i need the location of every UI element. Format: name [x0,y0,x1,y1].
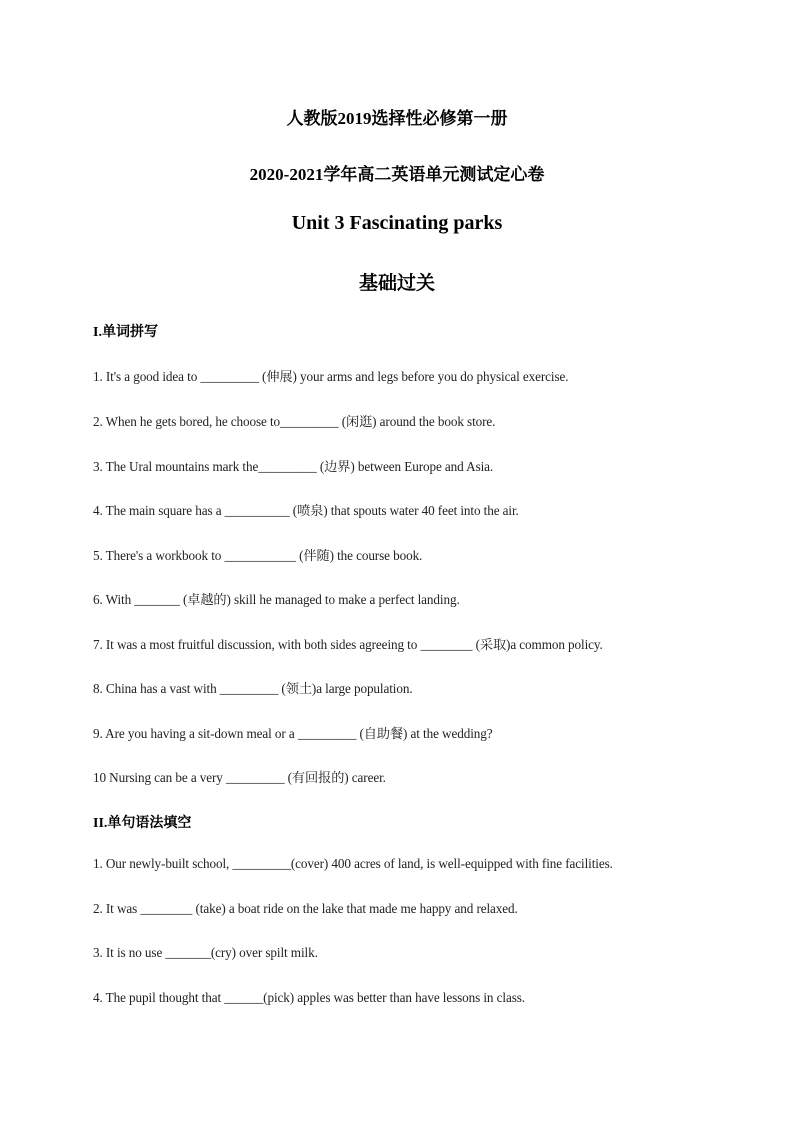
exercise-item: 7. It was a most fruitful discussion, with both sides agreeing to ________ (采取)a common policy. [93,637,603,652]
textbook-title: 人教版2019选择性必修第一册 [286,109,508,128]
exercise-item: 2. It was ________ (take) a boat ride on the lake that made me happy and relaxed. [93,901,518,916]
exercise-item: 4. The pupil thought that ______(pick) apples was better than have lessons in class. [93,990,525,1005]
exercise-item: 5. There's a workbook to ___________ (伴随) the course book. [93,548,423,563]
exercise-item: 10 Nursing can be a very _________ (有回报的) career. [93,770,386,785]
test-title: 2020-2021学年高二英语单元测试定心卷 [249,165,545,184]
unit-title: Unit 3 Fascinating parks [291,212,503,234]
exercise-item: 6. With _______ (卓越的) skill he managed to make a perfect landing. [93,592,460,607]
exercise-item: 8. China has a vast with _________ (领土)a large population. [93,681,413,696]
exercise-item: 1. It's a good idea to _________ (伸展) your arms and legs before you do physical exercise. [93,369,569,384]
exercise-item: 3. It is no use _______(cry) over spilt milk. [93,945,318,960]
exercise-item: 3. The Ural mountains mark the_________ (边界) between Europe and Asia. [93,459,494,474]
section-heading-grammar: II.单句语法填空 [93,816,192,831]
section-heading-spelling: I.单词拼写 [93,325,158,340]
exercise-item: 1. Our newly-built school, _________(cover) 400 acres of land, is well-equipped with fine facilities. [93,856,613,871]
exercise-item: 4. The main square has a __________ (喷泉) that spouts water 40 feet into the air. [93,503,519,518]
exercise-item: 9. Are you having a sit-down meal or a _________ (自助餐) at the wedding? [93,726,493,741]
section-title: 基础过关 [358,273,435,294]
exercise-item: 2. When he gets bored, he choose to_________ (闲逛) around the book store. [93,414,496,429]
